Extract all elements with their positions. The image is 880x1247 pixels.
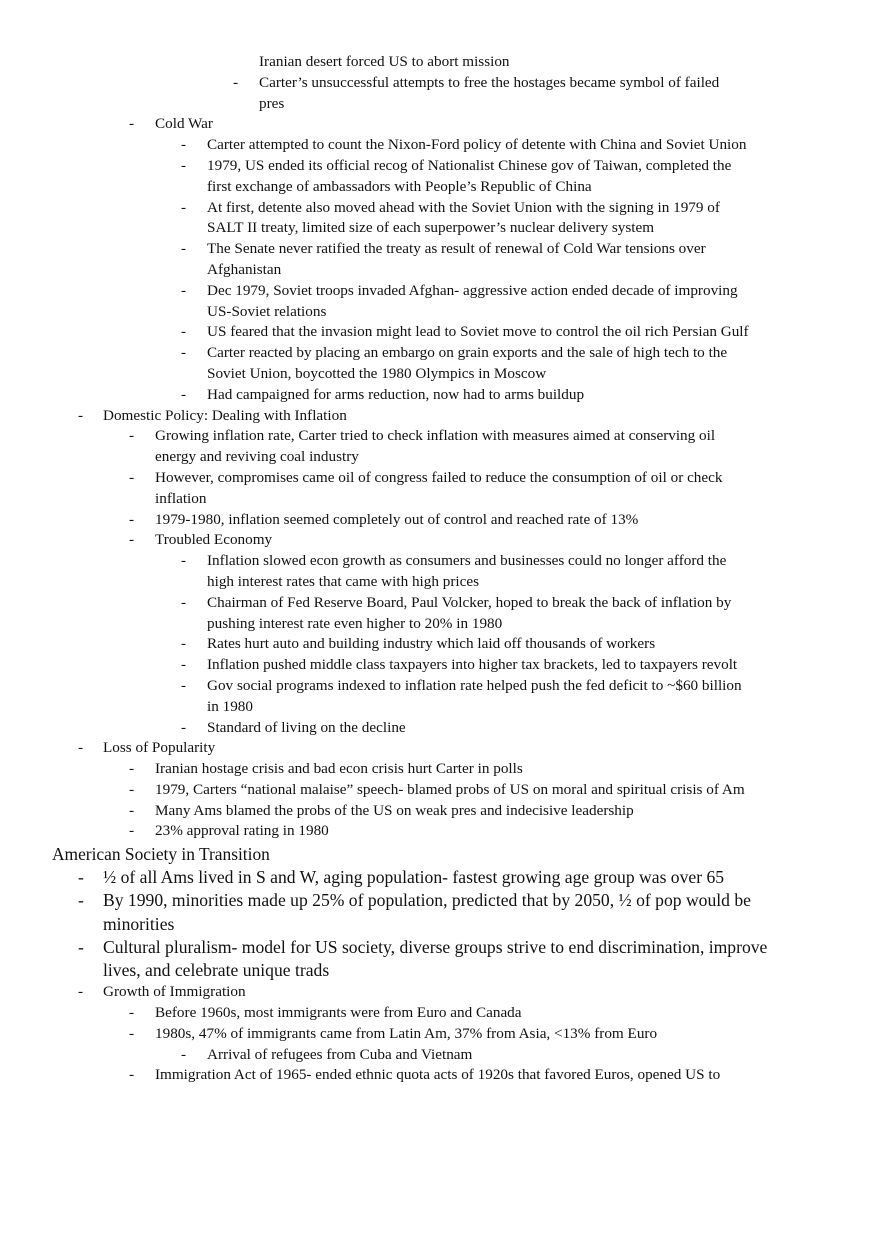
line-text: Gov social programs indexed to inflation rate helped push the fed deficit to ~$60 billion: [207, 676, 742, 694]
line-text: Many Ams blamed the probs of the US on weak pres and indecisive leadership: [155, 801, 634, 819]
line-text: The Senate never ratified the treaty as result of renewal of Cold War tensions over: [207, 240, 706, 258]
line-text: 1979-1980, inflation seemed completely out of control and reached rate of 13%: [155, 510, 639, 528]
dash-bullet: -: [181, 385, 187, 403]
bullet-item: [0, 655, 880, 676]
dash-bullet: -: [129, 468, 135, 486]
dash-bullet: -: [129, 1066, 135, 1084]
dash-bullet: -: [181, 323, 187, 341]
continuation-line: [0, 697, 880, 718]
line-text: minorities: [103, 913, 175, 934]
dash-bullet: -: [181, 676, 187, 694]
dash-bullet: -: [181, 240, 187, 258]
bullet-item: [0, 156, 880, 177]
bullet-item: [0, 114, 880, 135]
line-text: inflation: [155, 489, 207, 507]
continuation-line: [0, 364, 880, 385]
line-text: 1979, Carters “national malaise” speech- blamed probs of US on moral and spiritual crisis of Am: [155, 780, 745, 798]
continuation-line: [0, 572, 880, 593]
dash-bullet: -: [129, 780, 135, 798]
line-text: Had campaigned for arms reduction, now had to arms buildup: [207, 385, 585, 403]
dash-bullet: -: [78, 936, 84, 957]
line-text: Chairman of Fed Reserve Board, Paul Volcker, hoped to break the back of inflation by: [207, 593, 732, 611]
bullet-item: [0, 718, 880, 739]
dash-bullet: -: [181, 198, 187, 216]
continuation-line: [0, 447, 880, 468]
bullet-item: [0, 593, 880, 614]
line-text: Dec 1979, Soviet troops invaded Afghan- aggressive action ended decade of improving: [207, 281, 738, 299]
bullet-item: [0, 385, 880, 406]
line-text: American Society in Transition: [52, 844, 270, 865]
line-text: Rates hurt auto and building industry which laid off thousands of workers: [207, 635, 656, 653]
bullet-item: [0, 1024, 880, 1045]
dash-bullet: -: [181, 281, 187, 299]
dash-bullet: -: [233, 73, 239, 91]
line-text: Inflation pushed middle class taxpayers into higher tax brackets, led to taxpayers revolt: [207, 656, 738, 674]
bullet-item: [0, 1003, 880, 1024]
dash-bullet: -: [129, 1024, 135, 1042]
continuation-line: [0, 260, 880, 281]
dash-bullet: -: [78, 867, 84, 888]
continuation-line: [0, 52, 880, 73]
dash-bullet: -: [181, 718, 187, 736]
line-text: 1980s, 47% of immigrants came from Latin Am, 37% from Asia, <13% from Euro: [155, 1024, 658, 1042]
line-text: Cultural pluralism- model for US society, diverse groups strive to end discrimination, improve: [103, 936, 768, 957]
line-text: energy and reviving coal industry: [155, 448, 359, 466]
bullet-item: [0, 510, 880, 531]
line-text: Inflation slowed econ growth as consumers and businesses could no longer afford the: [207, 552, 727, 570]
bullet-item: [0, 936, 880, 959]
continuation-line: [0, 218, 880, 239]
bullet-item: [0, 468, 880, 489]
bullet-item: [0, 866, 880, 889]
line-text: Troubled Economy: [155, 531, 273, 549]
line-text: Iranian hostage crisis and bad econ crisis hurt Carter in polls: [155, 760, 523, 778]
line-text: Carter reacted by placing an embargo on grain exports and the sale of high tech to the: [207, 344, 728, 362]
continuation-line: [0, 489, 880, 510]
line-text: Soviet Union, boycotted the 1980 Olympics in Moscow: [207, 364, 547, 382]
bullet-item: [0, 821, 880, 842]
bullet-item: [0, 239, 880, 260]
dash-bullet: -: [129, 801, 135, 819]
bullet-item: [0, 406, 880, 427]
line-text: in 1980: [207, 697, 253, 715]
bullet-item: [0, 343, 880, 364]
dash-bullet: -: [181, 656, 187, 674]
dash-bullet: -: [78, 739, 84, 757]
dash-bullet: -: [181, 635, 187, 653]
continuation-line: [0, 177, 880, 198]
dash-bullet: -: [129, 760, 135, 778]
bullet-item: [0, 135, 880, 156]
dash-bullet: -: [78, 983, 84, 1001]
dash-bullet: -: [181, 1045, 187, 1063]
line-text: At first, detente also moved ahead with the Soviet Union with the signing in 1979 of: [207, 198, 720, 216]
dash-bullet: -: [78, 890, 84, 911]
line-text: Iranian desert forced US to abort mission: [259, 53, 510, 70]
dash-bullet: -: [129, 115, 135, 133]
continuation-line: [0, 913, 880, 936]
bullet-item: [0, 676, 880, 697]
section-heading: [0, 842, 880, 866]
dash-bullet: -: [181, 344, 187, 362]
bullet-item: [0, 1045, 880, 1066]
continuation-line: [0, 302, 880, 323]
document-page: [0, 52, 880, 1086]
line-text: 23% approval rating in 1980: [155, 822, 329, 840]
dash-bullet: -: [129, 531, 135, 549]
line-text: 1979, US ended its official recog of Nationalist Chinese gov of Taiwan, completed the: [207, 156, 732, 174]
line-text: high interest rates that came with high prices: [207, 572, 480, 590]
line-text: Cold War: [155, 115, 213, 133]
dash-bullet: -: [181, 156, 187, 174]
bullet-item: [0, 198, 880, 219]
dash-bullet: -: [129, 427, 135, 445]
bullet-item: [0, 322, 880, 343]
bullet-item: [0, 738, 880, 759]
line-text: ½ of all Ams lived in S and W, aging population- fastest growing age group was over 65: [103, 867, 725, 888]
bullet-item: [0, 426, 880, 447]
line-text: first exchange of ambassadors with People’s Republic of China: [207, 177, 592, 195]
line-text: Afghanistan: [207, 260, 282, 278]
line-text: Domestic Policy: Dealing with Inflation: [103, 406, 347, 424]
line-text: Growth of Immigration: [103, 983, 246, 1001]
bullet-item: [0, 889, 880, 912]
line-text: pres: [259, 94, 285, 112]
line-text: Carter’s unsuccessful attempts to free the hostages became symbol of failed: [259, 73, 720, 91]
continuation-line: [0, 614, 880, 635]
line-text: Standard of living on the decline: [207, 718, 406, 736]
bullet-item: [0, 551, 880, 572]
bullet-item: [0, 530, 880, 551]
line-text: US-Soviet relations: [207, 302, 327, 320]
line-text: Loss of Popularity: [103, 739, 216, 757]
line-text: However, compromises came oil of congress failed to reduce the consumption of oil or check: [155, 468, 723, 486]
line-text: Immigration Act of 1965- ended ethnic quota acts of 1920s that favored Euros, opened US to: [155, 1066, 721, 1084]
dash-bullet: -: [181, 593, 187, 611]
continuation-line: [0, 959, 880, 982]
bullet-item: [0, 281, 880, 302]
bullet-item: [0, 780, 880, 801]
line-text: By 1990, minorities made up 25% of population, predicted that by 2050, ½ of pop would be: [103, 890, 751, 911]
line-text: Growing inflation rate, Carter tried to check inflation with measures aimed at conserving oil: [155, 427, 716, 445]
dash-bullet: -: [129, 510, 135, 528]
bullet-item: [0, 1065, 880, 1086]
dash-bullet: -: [129, 1004, 135, 1022]
line-text: US feared that the invasion might lead to Soviet move to control the oil rich Persian Gulf: [207, 323, 749, 341]
line-text: Before 1960s, most immigrants were from Euro and Canada: [155, 1004, 522, 1022]
bullet-item: [0, 982, 880, 1003]
dash-bullet: -: [129, 822, 135, 840]
bullet-item: [0, 634, 880, 655]
dash-bullet: -: [181, 136, 187, 154]
dash-bullet: -: [78, 406, 84, 424]
line-text: lives, and celebrate unique trads: [103, 960, 330, 981]
bullet-item: [0, 801, 880, 822]
bullet-item: [0, 73, 880, 94]
bullet-item: [0, 759, 880, 780]
dash-bullet: -: [181, 552, 187, 570]
line-text: pushing interest rate even higher to 20% in 1980: [207, 614, 503, 632]
line-text: Arrival of refugees from Cuba and Vietnam: [207, 1045, 473, 1063]
line-text: SALT II treaty, limited size of each superpower’s nuclear delivery system: [207, 219, 655, 237]
continuation-line: [0, 94, 880, 115]
line-text: Carter attempted to count the Nixon-Ford policy of detente with China and Soviet Union: [207, 136, 747, 154]
